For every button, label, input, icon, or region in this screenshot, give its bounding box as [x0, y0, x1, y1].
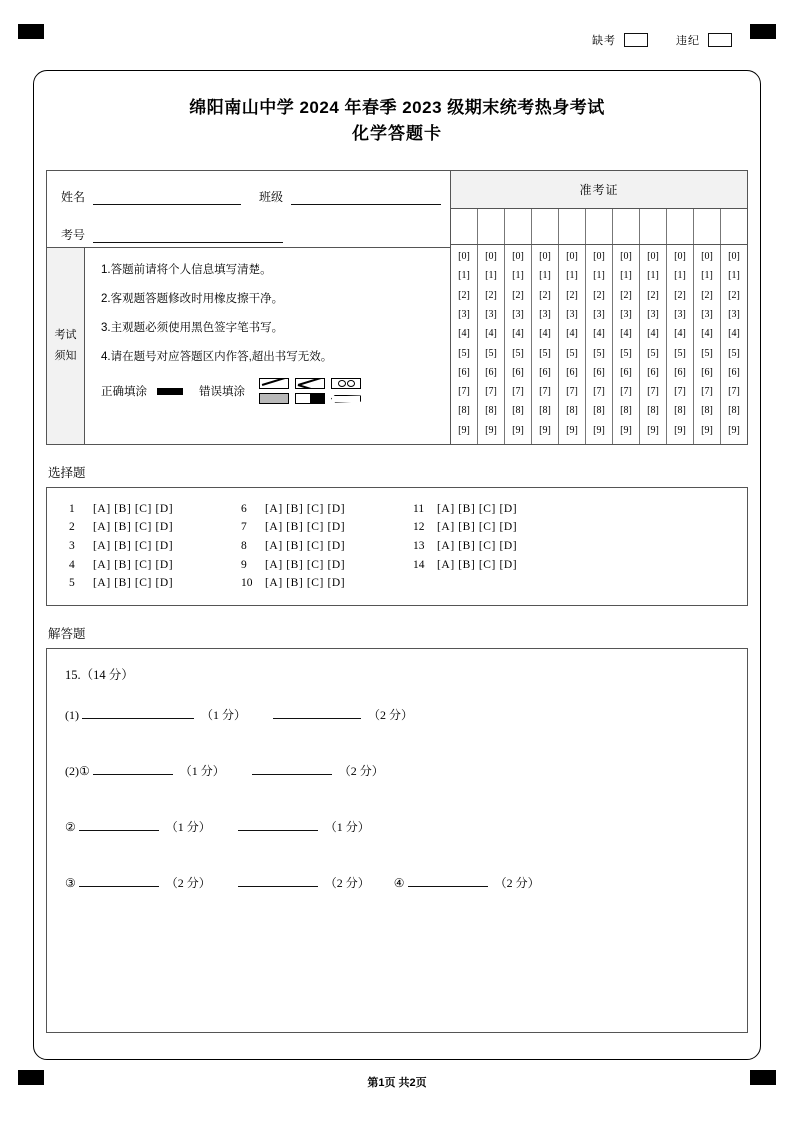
ticket-digit-column[interactable]	[613, 245, 640, 444]
slash-mark-icon	[259, 378, 289, 389]
answer-blank[interactable]	[79, 817, 159, 831]
ticket-digit-bubble[interactable]: [4]	[620, 328, 632, 340]
ticket-digit-bubble[interactable]: [6]	[539, 366, 551, 378]
ticket-digit-bubble[interactable]: [4]	[539, 328, 551, 340]
ticket-digit-bubble[interactable]: [3]	[728, 308, 740, 320]
exam-notice-body	[85, 248, 450, 444]
ticket-digit-bubble[interactable]: [2]	[566, 289, 578, 301]
ticket-digit-bubble[interactable]: [8]	[458, 405, 470, 417]
multiple-choice-row[interactable]	[413, 556, 585, 575]
ticket-digit-bubble[interactable]: [9]	[458, 424, 470, 436]
ticket-digit-column[interactable]	[451, 245, 478, 444]
answer-options[interactable]: [A] [B] [C] [D]	[265, 577, 346, 590]
multiple-choice-row[interactable]	[69, 518, 241, 537]
ticket-digit-bubble[interactable]: [0]	[539, 251, 551, 263]
multiple-choice-row[interactable]	[413, 537, 585, 556]
ticket-digit-bubble[interactable]: [6]	[620, 366, 632, 378]
ticket-digit-bubble[interactable]: [2]	[458, 289, 470, 301]
fill-demo	[101, 378, 440, 404]
question-number: 12	[413, 521, 425, 534]
notice-item: 3.主观题必须使用黑色签字笔书写。	[101, 321, 284, 334]
ticket-digit-bubble[interactable]: [3]	[566, 308, 578, 320]
points-label: （2 分）	[494, 875, 540, 890]
ticket-digit-bubble[interactable]: [3]	[674, 308, 686, 320]
ticket-digit-bubble[interactable]: [1]	[620, 270, 632, 282]
multiple-choice-row[interactable]	[241, 518, 413, 537]
multiple-choice-row[interactable]	[69, 574, 241, 593]
ticket-digit-bubble[interactable]: [5]	[620, 347, 632, 359]
ticket-digit-bubble[interactable]: [2]	[512, 289, 524, 301]
answer-blank[interactable]	[238, 873, 318, 887]
sub-question-label: ③	[65, 875, 76, 890]
ticket-write-cell[interactable]	[451, 209, 478, 244]
name-input-line[interactable]	[93, 203, 241, 205]
class-label: 班级	[259, 189, 284, 204]
ticket-digit-bubble[interactable]: [2]	[485, 289, 497, 301]
ticket-digit-column[interactable]	[586, 245, 613, 444]
ticket-digit-bubble[interactable]: [3]	[647, 308, 659, 320]
question-number: 1	[69, 502, 75, 515]
ticket-digit-column[interactable]	[721, 245, 747, 444]
ticket-digit-bubble[interactable]: [6]	[728, 366, 740, 378]
ticket-digit-bubble[interactable]: [4]	[512, 328, 524, 340]
multiple-choice-column	[413, 500, 585, 593]
ticket-digit-bubble[interactable]: [8]	[728, 405, 740, 417]
free-response-line	[65, 761, 747, 779]
points-label: （1 分）	[324, 819, 370, 834]
points-label: （2 分）	[324, 875, 370, 890]
ticket-digit-bubble[interactable]: [9]	[674, 424, 686, 436]
multiple-choice-column	[241, 500, 413, 593]
sub-question-label: (2)①	[65, 763, 90, 778]
ticket-digit-bubble[interactable]: [2]	[620, 289, 632, 301]
ticket-digit-bubble[interactable]: [5]	[674, 347, 686, 359]
ticket-digit-bubble[interactable]: [3]	[539, 308, 551, 320]
exam-no-input-line[interactable]	[93, 241, 283, 243]
admission-ticket-bubble-grid[interactable]	[451, 245, 747, 444]
ticket-digit-bubble[interactable]: [7]	[512, 386, 524, 398]
absent-checkbox[interactable]	[624, 33, 648, 47]
ticket-digit-bubble[interactable]: [5]	[593, 347, 605, 359]
answer-options[interactable]: [A] [B] [C] [D]	[265, 502, 346, 515]
admission-ticket-section	[451, 171, 747, 444]
violation-checkbox[interactable]	[708, 33, 732, 47]
alignment-mark-top-left	[18, 24, 44, 39]
ticket-digit-bubble[interactable]: [7]	[593, 386, 605, 398]
ticket-digit-column[interactable]	[694, 245, 721, 444]
answer-blank[interactable]	[238, 817, 318, 831]
question-number: 8	[241, 539, 247, 552]
ticket-digit-bubble[interactable]: [3]	[512, 308, 524, 320]
ticket-digit-column[interactable]	[478, 245, 505, 444]
exam-notice-section	[47, 247, 450, 444]
multiple-choice-box	[46, 487, 748, 606]
question-number: 6	[241, 502, 247, 515]
sub-question-marker: ④	[393, 875, 405, 890]
ticket-digit-bubble[interactable]: [7]	[620, 386, 632, 398]
ticket-digit-bubble[interactable]: [0]	[620, 251, 632, 263]
ticket-digit-column[interactable]	[532, 245, 559, 444]
circles-mark-icon	[331, 378, 361, 389]
answer-blank[interactable]	[79, 873, 159, 887]
question-number: 7	[241, 521, 247, 534]
ticket-digit-bubble[interactable]: [1]	[485, 270, 497, 282]
multiple-choice-row[interactable]	[69, 556, 241, 575]
wrong-fill-examples	[259, 378, 361, 404]
ticket-write-cell[interactable]	[505, 209, 532, 244]
points-label: （2 分）	[368, 707, 414, 722]
ticket-digit-bubble[interactable]: [9]	[620, 424, 632, 436]
answer-blank[interactable]	[93, 761, 173, 775]
ticket-digit-bubble[interactable]: [3]	[701, 308, 713, 320]
title-subject: 化学答题卡	[352, 124, 442, 144]
page-title	[34, 95, 760, 148]
multiple-choice-row[interactable]	[241, 574, 413, 593]
notice-item: 4.请在题号对应答题区内作答,超出书写无效。	[101, 350, 333, 363]
ticket-digit-bubble[interactable]: [3]	[458, 308, 470, 320]
absent-flag	[592, 32, 648, 48]
ticket-digit-bubble[interactable]: [6]	[593, 366, 605, 378]
ticket-digit-bubble[interactable]: [0]	[728, 251, 740, 263]
ticket-digit-bubble[interactable]: [5]	[539, 347, 551, 359]
top-flags	[592, 32, 732, 48]
points-label: （1 分）	[165, 819, 211, 834]
ticket-digit-bubble[interactable]: [7]	[566, 386, 578, 398]
answer-options[interactable]: [A] [B] [C] [D]	[437, 502, 518, 515]
ticket-digit-bubble[interactable]: [4]	[728, 328, 740, 340]
name-label: 姓名	[61, 189, 86, 204]
answer-options[interactable]: [A] [B] [C] [D]	[265, 558, 346, 571]
ticket-digit-column[interactable]	[559, 245, 586, 444]
ticket-digit-bubble[interactable]: [2]	[728, 289, 740, 301]
points-label: （2 分）	[338, 763, 384, 778]
student-info-section	[46, 170, 748, 445]
student-info-left	[47, 171, 451, 444]
cross-mark-icon	[295, 378, 325, 389]
ticket-digit-bubble[interactable]: [5]	[647, 347, 659, 359]
ticket-digit-bubble[interactable]: [1]	[647, 270, 659, 282]
half-fill-mark-icon	[295, 393, 325, 404]
multiple-choice-row[interactable]	[241, 537, 413, 556]
multiple-choice-heading: 选择题	[48, 465, 86, 480]
ticket-digit-bubble[interactable]: [6]	[512, 366, 524, 378]
correct-fill-label: 正确填涂	[101, 386, 147, 399]
ticket-write-cell[interactable]	[694, 209, 721, 244]
ticket-digit-bubble[interactable]: [9]	[566, 424, 578, 436]
ticket-digit-bubble[interactable]: [1]	[458, 270, 470, 282]
ticket-digit-bubble[interactable]: [7]	[458, 386, 470, 398]
ticket-digit-bubble[interactable]: [6]	[566, 366, 578, 378]
multiple-choice-row[interactable]	[241, 556, 413, 575]
ticket-digit-bubble[interactable]: [0]	[701, 251, 713, 263]
ticket-digit-bubble[interactable]: [8]	[566, 405, 578, 417]
question-number: 2	[69, 521, 75, 534]
ticket-digit-bubble[interactable]: [9]	[539, 424, 551, 436]
ticket-digit-bubble[interactable]: [8]	[674, 405, 686, 417]
ticket-digit-bubble[interactable]: [0]	[593, 251, 605, 263]
ticket-digit-bubble[interactable]: [9]	[485, 424, 497, 436]
ticket-digit-bubble[interactable]: [5]	[458, 347, 470, 359]
multiple-choice-row[interactable]	[413, 518, 585, 537]
question-number: 11	[413, 502, 425, 515]
ticket-digit-bubble[interactable]: [1]	[512, 270, 524, 282]
ticket-digit-bubble[interactable]: [9]	[647, 424, 659, 436]
ticket-digit-bubble[interactable]: [6]	[701, 366, 713, 378]
answer-options[interactable]: [A] [B] [C] [D]	[265, 521, 346, 534]
answer-options[interactable]: [A] [B] [C] [D]	[93, 577, 174, 590]
points-label: （1 分）	[201, 707, 247, 722]
sub-question-label: ②	[65, 819, 76, 834]
ticket-digit-bubble[interactable]: [5]	[566, 347, 578, 359]
ticket-write-cell[interactable]	[640, 209, 667, 244]
correct-fill-mark-icon	[157, 388, 183, 395]
ticket-digit-column[interactable]	[667, 245, 694, 444]
ticket-write-cell[interactable]	[721, 209, 747, 244]
multiple-choice-row[interactable]	[241, 500, 413, 519]
ticket-digit-bubble[interactable]: [0]	[566, 251, 578, 263]
ticket-digit-bubble[interactable]: [6]	[458, 366, 470, 378]
answer-options[interactable]: [A] [B] [C] [D]	[93, 558, 174, 571]
question-number: 10	[241, 577, 253, 590]
answer-options[interactable]: [A] [B] [C] [D]	[437, 558, 518, 571]
question-number: 4	[69, 558, 75, 571]
ticket-digit-bubble[interactable]: [8]	[512, 405, 524, 417]
ticket-write-cell[interactable]	[559, 209, 586, 244]
ticket-digit-bubble[interactable]: [4]	[485, 328, 497, 340]
ticket-digit-bubble[interactable]: [8]	[647, 405, 659, 417]
class-input-line[interactable]	[291, 203, 441, 205]
ticket-write-cell[interactable]	[532, 209, 559, 244]
ticket-digit-bubble[interactable]: [2]	[674, 289, 686, 301]
question-number: 14	[413, 558, 425, 571]
ticket-digit-bubble[interactable]: [1]	[593, 270, 605, 282]
ticket-digit-bubble[interactable]: [5]	[701, 347, 713, 359]
notice-item: 2.客观题答题修改时用橡皮擦干净。	[101, 292, 284, 305]
ticket-digit-bubble[interactable]: [4]	[566, 328, 578, 340]
multiple-choice-row[interactable]	[69, 537, 241, 556]
multiple-choice-row[interactable]	[413, 500, 585, 519]
gray-fill-mark-icon	[259, 393, 289, 404]
answer-sheet-frame	[33, 70, 761, 1060]
answer-blank[interactable]	[273, 705, 361, 719]
free-response-line	[65, 705, 747, 723]
ticket-digit-bubble[interactable]: [0]	[647, 251, 659, 263]
points-label: （1 分）	[179, 763, 225, 778]
violation-flag-label: 违纪	[676, 35, 700, 47]
ticket-digit-bubble[interactable]: [4]	[674, 328, 686, 340]
free-response-line	[65, 817, 747, 835]
ticket-digit-bubble[interactable]: [2]	[701, 289, 713, 301]
question-number: 13	[413, 539, 425, 552]
answer-options[interactable]: [A] [B] [C] [D]	[93, 521, 174, 534]
multiple-choice-column	[69, 500, 241, 593]
question-15-title: 15.（14 分）	[65, 667, 134, 682]
ticket-digit-bubble[interactable]: [7]	[674, 386, 686, 398]
ticket-digit-bubble[interactable]: [5]	[512, 347, 524, 359]
question-number: 3	[69, 539, 75, 552]
ticket-digit-bubble[interactable]: [0]	[458, 251, 470, 263]
free-response-line	[65, 873, 747, 891]
ticket-digit-bubble[interactable]: [5]	[728, 347, 740, 359]
answer-options[interactable]: [A] [B] [C] [D]	[437, 521, 518, 534]
points-label: （2 分）	[165, 875, 211, 890]
ticket-write-cell[interactable]	[667, 209, 694, 244]
ticket-digit-bubble[interactable]: [7]	[539, 386, 551, 398]
exam-no-row	[47, 209, 450, 247]
ticket-digit-bubble[interactable]: [3]	[620, 308, 632, 320]
question-number: 9	[241, 558, 247, 571]
ticket-write-cell[interactable]	[478, 209, 505, 244]
ticket-digit-bubble[interactable]: [8]	[620, 405, 632, 417]
admission-ticket-write-row[interactable]	[451, 209, 747, 245]
ticket-write-cell[interactable]	[613, 209, 640, 244]
ticket-digit-bubble[interactable]: [4]	[701, 328, 713, 340]
ticket-digit-bubble[interactable]: [1]	[674, 270, 686, 282]
ticket-digit-bubble[interactable]: [7]	[647, 386, 659, 398]
ticket-digit-bubble[interactable]: [5]	[485, 347, 497, 359]
violation-flag	[676, 32, 732, 48]
ticket-digit-bubble[interactable]: [1]	[566, 270, 578, 282]
ticket-digit-bubble[interactable]: [6]	[485, 366, 497, 378]
ticket-digit-bubble[interactable]: [8]	[701, 405, 713, 417]
ticket-digit-bubble[interactable]: [9]	[512, 424, 524, 436]
answer-blank[interactable]	[252, 761, 332, 775]
admission-ticket-title: 准考证	[451, 171, 747, 209]
ticket-digit-bubble[interactable]: [4]	[458, 328, 470, 340]
ticket-digit-bubble[interactable]: [1]	[539, 270, 551, 282]
ticket-digit-bubble[interactable]: [7]	[728, 386, 740, 398]
exam-notice-side-label	[47, 248, 85, 444]
ticket-digit-bubble[interactable]: [8]	[485, 405, 497, 417]
notice-item: 1.答题前请将个人信息填写清楚。	[101, 263, 272, 276]
ticket-digit-bubble[interactable]: [0]	[512, 251, 524, 263]
ticket-digit-bubble[interactable]: [4]	[593, 328, 605, 340]
ticket-digit-bubble[interactable]: [3]	[485, 308, 497, 320]
sub-question-label: (1)	[65, 707, 79, 722]
ticket-digit-bubble[interactable]: [8]	[593, 405, 605, 417]
ticket-digit-bubble[interactable]: [6]	[674, 366, 686, 378]
free-response-box[interactable]	[46, 648, 748, 1033]
page-footer: 第1页 共2页	[367, 1077, 427, 1089]
answer-blank[interactable]	[408, 873, 488, 887]
ticket-digit-bubble[interactable]: [2]	[539, 289, 551, 301]
ticket-digit-bubble[interactable]: [9]	[728, 424, 740, 436]
ticket-digit-bubble[interactable]: [2]	[647, 289, 659, 301]
ticket-digit-column[interactable]	[640, 245, 667, 444]
ticket-digit-bubble[interactable]: [2]	[593, 289, 605, 301]
ticket-digit-bubble[interactable]: [9]	[593, 424, 605, 436]
answer-options[interactable]: [A] [B] [C] [D]	[93, 539, 174, 552]
ticket-digit-bubble[interactable]: [6]	[647, 366, 659, 378]
answer-blank[interactable]	[82, 705, 194, 719]
ticket-digit-bubble[interactable]: [9]	[701, 424, 713, 436]
ticket-digit-bubble[interactable]: [7]	[701, 386, 713, 398]
ticket-digit-bubble[interactable]: [1]	[728, 270, 740, 282]
taper-mark-icon	[331, 393, 361, 404]
ticket-digit-bubble[interactable]: [0]	[485, 251, 497, 263]
notice-side-line1: 考试	[54, 328, 77, 341]
answer-options[interactable]: [A] [B] [C] [D]	[93, 502, 174, 515]
wrong-fill-label: 错误填涂	[199, 386, 245, 399]
free-response-heading: 解答题	[48, 626, 86, 641]
title-main: 绵阳南山中学 2024 年春季 2023 级期末统考热身考试	[189, 98, 605, 117]
multiple-choice-row[interactable]	[69, 500, 241, 519]
answer-options[interactable]: [A] [B] [C] [D]	[265, 539, 346, 552]
alignment-mark-top-right	[750, 24, 776, 39]
ticket-write-cell[interactable]	[586, 209, 613, 244]
ticket-digit-bubble[interactable]: [3]	[593, 308, 605, 320]
ticket-digit-bubble[interactable]: [1]	[701, 270, 713, 282]
absent-flag-label: 缺考	[592, 35, 616, 47]
exam-no-label: 考号	[61, 227, 86, 242]
ticket-digit-bubble[interactable]: [8]	[539, 405, 551, 417]
answer-options[interactable]: [A] [B] [C] [D]	[437, 539, 518, 552]
notice-side-line2: 须知	[54, 349, 77, 362]
ticket-digit-bubble[interactable]: [0]	[674, 251, 686, 263]
name-class-row	[47, 171, 450, 209]
ticket-digit-bubble[interactable]: [7]	[485, 386, 497, 398]
question-number: 5	[69, 577, 75, 590]
ticket-digit-column[interactable]	[505, 245, 532, 444]
ticket-digit-bubble[interactable]: [4]	[647, 328, 659, 340]
